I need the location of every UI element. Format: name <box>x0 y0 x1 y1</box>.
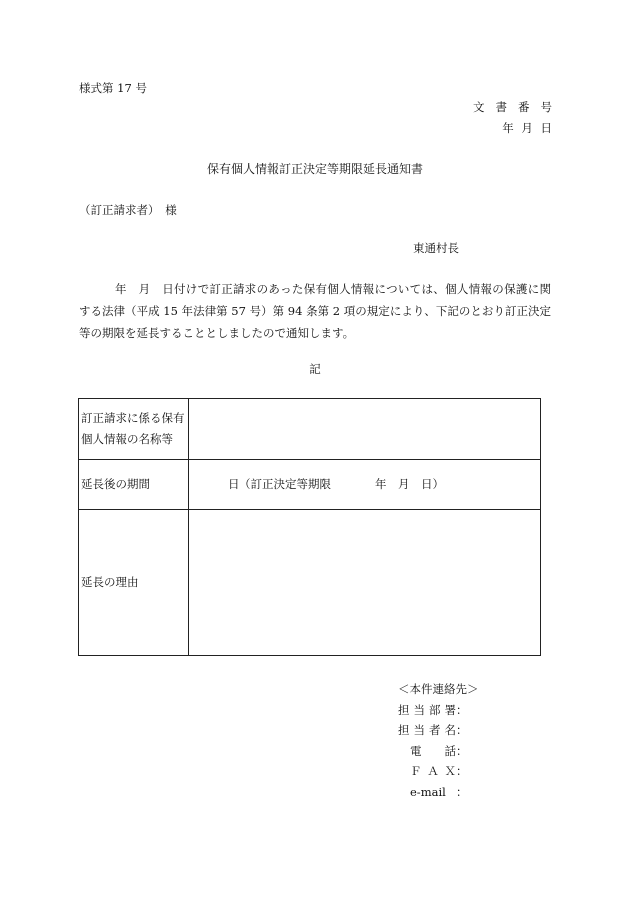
document-number-label: 文書番号 <box>473 100 563 114</box>
document-date-label: 年 月 日 <box>502 121 552 135</box>
contact-phone: 電話： <box>410 743 468 758</box>
form-number: 様式第 17 号 <box>79 81 147 95</box>
extended-period-label: 延長後の期間 <box>79 460 189 510</box>
period-deadline-date: 年 月 日） <box>375 477 444 491</box>
document-title: 保有個人情報訂正決定等期限延長通知書 <box>206 162 423 176</box>
period-deadline-label: （訂正決定等期限 <box>239 477 331 491</box>
contact-department: 担当部署： <box>398 702 468 717</box>
reason-value[interactable] <box>189 510 541 656</box>
recipient-line: （訂正請求者） 様 <box>79 203 177 217</box>
table-row-extended-period <box>79 460 541 510</box>
reason-label: 延長の理由 <box>79 510 189 656</box>
contact-fax: ＦＡＸ： <box>410 764 468 778</box>
table-row-reason <box>79 510 541 656</box>
detail-table <box>78 398 541 656</box>
contact-block <box>398 679 479 802</box>
sender-name: 東通村長 <box>413 241 459 255</box>
contact-email: e-mail ： <box>410 784 468 799</box>
period-day-unit: 日 <box>228 477 240 491</box>
table-row-info-name <box>79 399 541 460</box>
ki-heading: 記 <box>309 362 321 376</box>
contact-heading: ＜本件連絡先＞ <box>398 682 479 696</box>
info-name-value[interactable] <box>189 399 541 460</box>
info-name-label: 訂正請求に係る保有個人情報の名称等 <box>79 399 189 460</box>
extended-period-value[interactable] <box>189 460 541 510</box>
notice-body-text: 年 月 日付けで訂正請求のあった保有個人情報については、個人情報の保護に関する法律（平成 15 年法律第 57 号）第 94 条第 2 項の規定により、下記のとおり訂正決定等の期限を延長することとしましたので通知します。 <box>79 282 551 340</box>
contact-person: 担当者名： <box>398 723 468 737</box>
